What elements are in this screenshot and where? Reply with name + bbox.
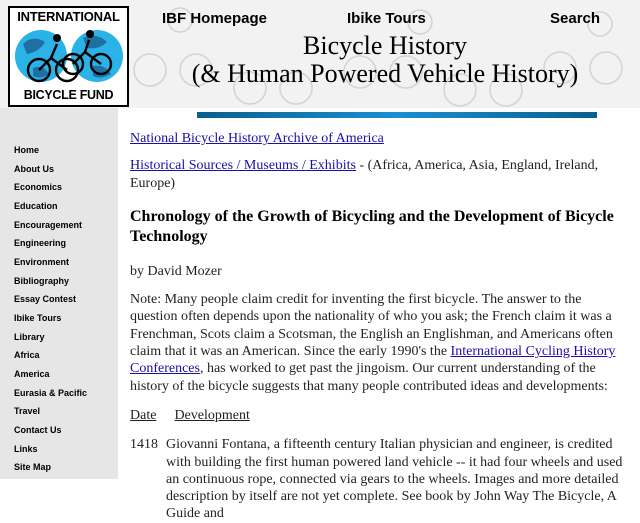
timeline-entry-text: Giovanni Fontana, a fifteenth century Italian physician and engineer, is credited with building the first human powered land vehicle -- it had four wheels and used an continuous rope, connected via gears to the wheels. Images and more detailed description by itself are not yet complete. See book by John Way The Bicycle, A Guide and bbox=[166, 437, 623, 522]
cycling-history-conferences-link[interactable]: International Cycling History Conferences bbox=[130, 344, 616, 377]
sidebar-item-environment[interactable]: Environment bbox=[14, 257, 70, 267]
sidebar-item-essay-contest[interactable]: Essay Contest bbox=[14, 294, 77, 304]
page-title bbox=[130, 32, 640, 88]
sidebar-item-about-us[interactable]: About Us bbox=[14, 164, 54, 174]
sidebar-item-home[interactable]: Home bbox=[14, 145, 40, 155]
sidebar-item-america[interactable]: America bbox=[14, 369, 50, 379]
page-title-line2: (& Human Powered Vehicle History) bbox=[191, 59, 579, 88]
header bbox=[0, 0, 640, 108]
title-divider bbox=[197, 112, 597, 118]
sidebar-item-africa[interactable]: Africa bbox=[14, 350, 40, 360]
note-text-end: , has worked to get past the jingoism. Our current understanding of the history of the bicycle suggests that many people contributed ideas and developments: bbox=[130, 361, 608, 394]
main-content bbox=[130, 130, 630, 523]
sidebar-item-education[interactable]: Education bbox=[14, 201, 58, 211]
chronology-heading: Chronology of the Growth of Bicycling and the Development of Bicycle Technology bbox=[130, 207, 614, 245]
nav-ibike-tours[interactable]: Ibike Tours bbox=[347, 10, 426, 27]
date-column-header: Date bbox=[130, 407, 157, 423]
sidebar-item-travel[interactable]: Travel bbox=[14, 406, 41, 416]
development-column-header: Development bbox=[174, 407, 250, 423]
timeline-entry-year: 1418 bbox=[130, 437, 158, 453]
byline: by David Mozer bbox=[130, 263, 222, 279]
logo-top-text: INTERNATIONAL bbox=[17, 9, 120, 24]
sources-link[interactable]: Historical Sources / Museums / Exhibits bbox=[130, 158, 356, 174]
sidebar-item-contact-us[interactable]: Contact Us bbox=[14, 425, 62, 435]
nav-search[interactable]: Search bbox=[550, 10, 601, 27]
note-paragraph bbox=[130, 291, 630, 395]
sidebar-item-economics[interactable]: Economics bbox=[14, 182, 63, 192]
nav-ibf-homepage[interactable]: IBF Homepage bbox=[162, 10, 268, 27]
sidebar-item-ibike-tours[interactable]: Ibike Tours bbox=[14, 313, 62, 323]
sidebar-item-eurasia-pacific[interactable]: Eurasia & Pacific bbox=[14, 388, 88, 398]
logo-bottom-text: BICYCLE FUND bbox=[23, 88, 114, 102]
sources-paragraph bbox=[130, 157, 630, 192]
sidebar-item-engineering[interactable]: Engineering bbox=[14, 238, 67, 248]
sidebar bbox=[0, 108, 118, 479]
international-bicycle-fund-logo[interactable] bbox=[8, 6, 129, 107]
archive-link[interactable]: National Bicycle History Archive of America bbox=[130, 131, 384, 146]
timeline-entry bbox=[130, 436, 630, 522]
note-text-start: Note: Many people claim credit for inventing the first bicycle. The answer to the question often depends upon the nationality of who you ask; the French claim it was a Frenchman, Scots claim a Scotsman, the English an Englishman, and Americans often claim that it was an American. Since the early 1990's the bbox=[130, 292, 613, 360]
sidebar-item-encouragement[interactable]: Encouragement bbox=[14, 220, 83, 230]
cyclists-globe-icon bbox=[13, 24, 124, 88]
sidebar-item-library[interactable]: Library bbox=[14, 332, 45, 342]
archive-paragraph bbox=[130, 130, 630, 147]
page-title-line1: Bicycle History bbox=[303, 31, 467, 60]
sidebar-item-links[interactable]: Links bbox=[14, 444, 38, 454]
sources-regions: - (Africa, America, Asia, England, Ireland, Europe) bbox=[130, 158, 599, 191]
sidebar-item-site-map[interactable]: Site Map bbox=[14, 462, 52, 472]
timeline-column-headers bbox=[130, 407, 630, 424]
sidebar-item-bibliography[interactable]: Bibliography bbox=[14, 276, 70, 286]
